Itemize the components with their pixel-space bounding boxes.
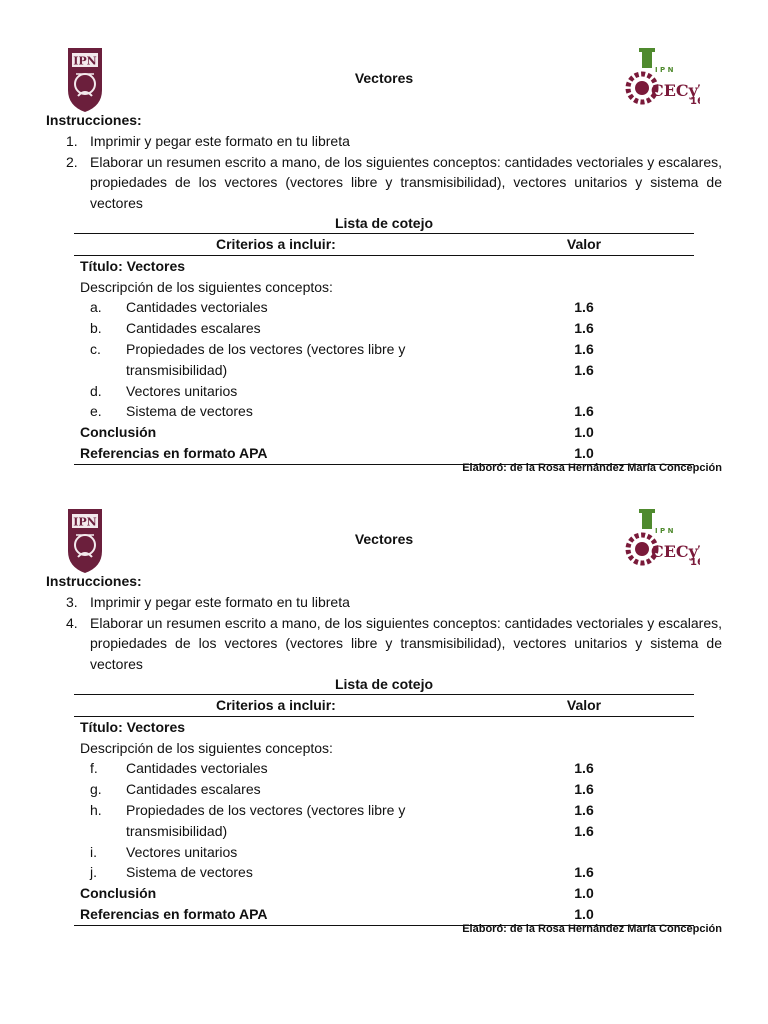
criteria-text: Cantidades escalares	[126, 320, 261, 337]
instruction-text: Imprimir y pegar este formato en tu libreta	[90, 594, 350, 610]
criteria-value: 1.0	[574, 424, 594, 441]
criteria-value: 1.6	[574, 340, 594, 357]
criteria-text: Cantidades vectoriales	[126, 760, 268, 777]
table-row	[74, 717, 694, 738]
table-row	[74, 758, 694, 779]
criteria-text: Vectores unitarios	[126, 382, 238, 399]
table-row	[74, 821, 694, 842]
criteria-value: 1.6	[574, 299, 594, 316]
table-row	[74, 883, 694, 904]
table-row	[74, 256, 694, 277]
criteria-value: 1.6	[574, 403, 594, 420]
criteria-text: Referencias en formato APA	[80, 905, 268, 922]
criteria-letter: j.	[90, 864, 97, 881]
table-row	[74, 842, 694, 863]
criteria-value: 1.6	[574, 361, 594, 378]
criteria-value: 1.6	[574, 801, 594, 818]
criteria-text: Propiedades de los vectores (vectores libre y	[126, 340, 406, 357]
svg-text:I P N: I P N	[655, 527, 674, 535]
criteria-letter: h.	[90, 801, 102, 818]
criteria-letter: i.	[90, 843, 97, 860]
criteria-value: 1.6	[574, 864, 594, 881]
instruction-number: 2.	[66, 153, 78, 170]
value-header: Valor	[566, 697, 602, 713]
table-row	[74, 862, 694, 883]
criteria-value: 1.6	[574, 760, 594, 777]
criteria-text: Referencias en formato APA	[80, 444, 268, 461]
checklist-table	[74, 233, 694, 465]
criteria-value: 1.0	[574, 885, 594, 902]
svg-text:16: 1	[690, 557, 697, 568]
criteria-text: Sistema de vectores	[126, 864, 253, 881]
criteria-text: transmisibilidad)	[126, 822, 228, 839]
criteria-value: 1.6	[574, 781, 594, 798]
table-row	[74, 779, 694, 800]
table-header-row	[74, 234, 694, 256]
criteria-text: Cantidades escalares	[126, 781, 261, 798]
criteria-text: Conclusión	[80, 424, 157, 441]
criteria-text: Cantidades vectoriales	[126, 299, 268, 316]
table-row	[74, 381, 694, 402]
checklist-table	[74, 694, 694, 926]
criteria-value: 1.6	[574, 320, 594, 337]
instructions-list	[66, 592, 722, 674]
criteria-letter: e.	[90, 403, 102, 420]
instruction-number: 4.	[66, 614, 78, 631]
page-title: Vectores	[354, 70, 414, 86]
instruction-number: 3.	[66, 594, 78, 610]
instructions-heading: Instrucciones:	[46, 112, 142, 128]
svg-text:CECyT: CECy	[651, 81, 698, 100]
table-row	[74, 339, 694, 360]
table-row	[74, 360, 694, 381]
criteria-text: transmisibilidad)	[126, 361, 228, 378]
criteria-letter: g.	[90, 781, 102, 798]
document-block-1	[0, 0, 768, 474]
svg-text:I P N: I P N	[655, 66, 674, 74]
instruction-text: Imprimir y pegar este formato en tu libreta	[90, 133, 350, 149]
page-title: Vectores	[354, 531, 414, 547]
criteria-text: Descripción de los siguientes conceptos:	[80, 278, 333, 295]
instruction-item	[66, 152, 722, 214]
value-header: Valor	[566, 236, 602, 252]
criteria-header: Criterios a incluir:	[216, 236, 336, 252]
table-row	[74, 738, 694, 759]
criteria-text: Título: Vectores	[80, 718, 186, 735]
table-header-row	[74, 695, 694, 717]
criteria-letter: d.	[90, 382, 102, 399]
criteria-value: 1.0	[574, 905, 594, 922]
document-block-2	[0, 461, 768, 935]
author-credit: Elaboró: de la Rosa Hernández María Concepción	[462, 462, 722, 474]
instruction-item	[66, 613, 722, 675]
svg-text:CECyT: CECy	[651, 542, 698, 561]
criteria-value: 1.0	[574, 444, 594, 461]
instruction-item	[66, 131, 722, 152]
svg-text:IPN: IPN	[73, 54, 97, 68]
criteria-text: Sistema de vectores	[126, 403, 253, 420]
instruction-text: Elaborar un resumen escrito a mano, de los siguientes conceptos: cantidades vectoriales y escalares, propiedades de los vectores (vectores libre y transmisibilidad), vectores unitarios y sistema de vectores	[90, 153, 722, 211]
table-row	[74, 297, 694, 318]
criteria-text: Vectores unitarios	[126, 843, 238, 860]
table-row	[74, 318, 694, 339]
criteria-text: Conclusión	[80, 885, 157, 902]
author-credit: Elaboró: de la Rosa Hernández María Concepción	[462, 923, 722, 935]
criteria-value: 1.6	[574, 822, 594, 839]
criteria-letter: f.	[90, 760, 98, 777]
instructions-list	[66, 131, 722, 213]
criteria-text: Propiedades de los vectores (vectores libre y	[126, 801, 406, 818]
criteria-letter: c.	[90, 340, 101, 357]
checklist-title: Lista de cotejo	[334, 676, 434, 692]
table-row	[74, 422, 694, 443]
instruction-text: Elaborar un resumen escrito a mano, de los siguientes conceptos: cantidades vectoriales y escalares, propiedades de los vectores (vectores libre y transmisibilidad), vectores unitarios y sistema de vectores	[90, 614, 722, 672]
instruction-number: 1.	[66, 133, 78, 149]
table-row	[74, 401, 694, 422]
criteria-letter: b.	[90, 320, 102, 337]
svg-text:IPN: IPN	[73, 515, 97, 529]
instructions-heading: Instrucciones:	[46, 573, 142, 589]
criteria-text: Título: Vectores	[80, 257, 186, 274]
instruction-item	[66, 592, 722, 613]
criteria-text: Descripción de los siguientes conceptos:	[80, 739, 333, 756]
checklist-title: Lista de cotejo	[334, 215, 434, 231]
table-row	[74, 277, 694, 298]
table-row	[74, 904, 694, 925]
svg-text:16: 1	[690, 96, 697, 107]
criteria-letter: a.	[90, 299, 102, 316]
table-row	[74, 800, 694, 821]
criteria-header: Criterios a incluir:	[216, 697, 336, 713]
